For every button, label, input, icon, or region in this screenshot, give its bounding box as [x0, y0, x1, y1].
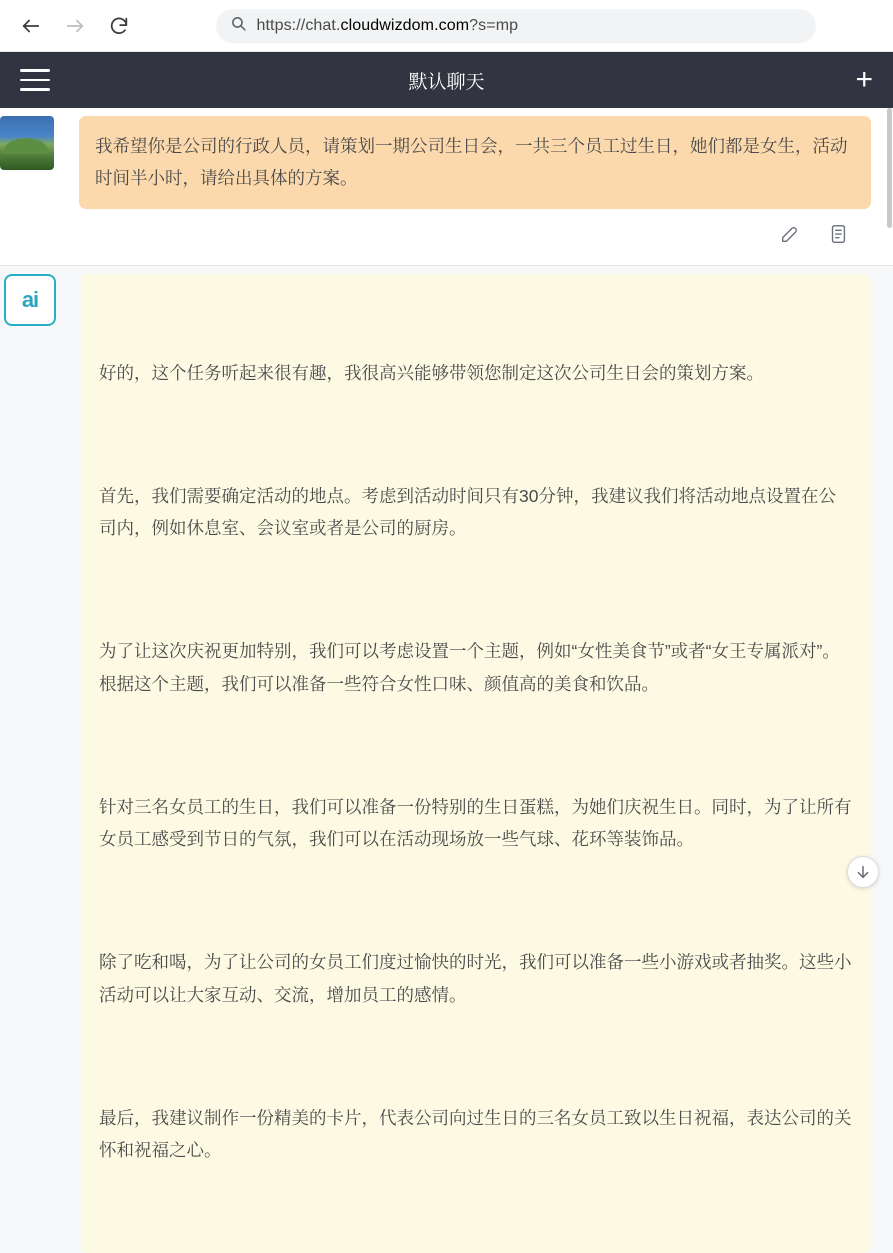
url-box[interactable] — [216, 9, 816, 43]
app-header — [0, 52, 893, 108]
back-icon[interactable] — [14, 9, 48, 43]
assistant-bubble-column — [56, 274, 893, 1253]
address-bar[interactable] — [146, 9, 879, 43]
assistant-message-bubble — [81, 274, 871, 1253]
assistant-paragraph: 除了吃和喝，为了让公司的女员工们度过愉快的时光，我们可以准备一些小游戏或者抽奖。这些小活动可以让大家互动、交流，增加员工的感情。 — [99, 952, 852, 1005]
user-message-row — [0, 108, 893, 209]
assistant-avatar — [4, 274, 56, 326]
scrollbar-thumb[interactable] — [887, 108, 892, 228]
assistant-message-row — [0, 266, 893, 1253]
chat-scroll-area[interactable] — [0, 108, 893, 1160]
page-title: 默认聊天 — [408, 71, 485, 93]
browser-toolbar — [0, 0, 893, 52]
forward-icon[interactable] — [58, 9, 92, 43]
assistant-paragraph: 为了让这次庆祝更加特别，我们可以考虑设置一个主题，例如“女性美食节”或者“女王专属派对”。根据这个主题，我们可以准备一些符合女性口味、颜值高的美食和饮品。 — [99, 641, 840, 694]
edit-icon[interactable] — [779, 223, 801, 245]
message-actions — [0, 209, 893, 265]
user-avatar — [0, 116, 54, 170]
user-message-bubble: 我希望你是公司的行政人员，请策划一期公司生日会，一共三个员工过生日，她们都是女生，活动时间半小时，请给出具体的方案。 — [79, 116, 871, 209]
copy-icon[interactable] — [827, 223, 849, 245]
url-text: https://chat.cloudwizdom.com?s=mp — [256, 16, 519, 34]
menu-icon[interactable] — [20, 69, 50, 91]
ai-logo-text: ai — [21, 286, 39, 312]
assistant-paragraph: 好的，这个任务听起来很有趣，我很高兴能够带领您制定这次公司生日会的策划方案。 — [99, 362, 764, 383]
reload-icon[interactable] — [102, 9, 136, 43]
chat-scrollbar[interactable] — [887, 108, 893, 910]
user-bubble-column — [54, 116, 893, 209]
new-chat-icon[interactable]: + — [855, 63, 873, 96]
search-icon — [230, 15, 247, 37]
assistant-paragraph: 首先，我们需要确定活动的地点。考虑到活动时间只有30分钟，我建议我们将活动地点设置在公司内，例如休息室、会议室或者是公司的厨房。 — [99, 485, 836, 538]
assistant-paragraph: 针对三名女员工的生日，我们可以准备一份特别的生日蛋糕，为她们庆祝生日。同时，为了让所有女员工感受到节日的气氛，我们可以在活动现场放一些气球、花环等装饰品。 — [99, 796, 852, 849]
scroll-to-bottom-button[interactable] — [847, 856, 879, 888]
assistant-paragraph: 最后，我建议制作一份精美的卡片，代表公司向过生日的三名女员工致以生日祝福，表达公司的关怀和祝福之心。 — [99, 1107, 852, 1160]
